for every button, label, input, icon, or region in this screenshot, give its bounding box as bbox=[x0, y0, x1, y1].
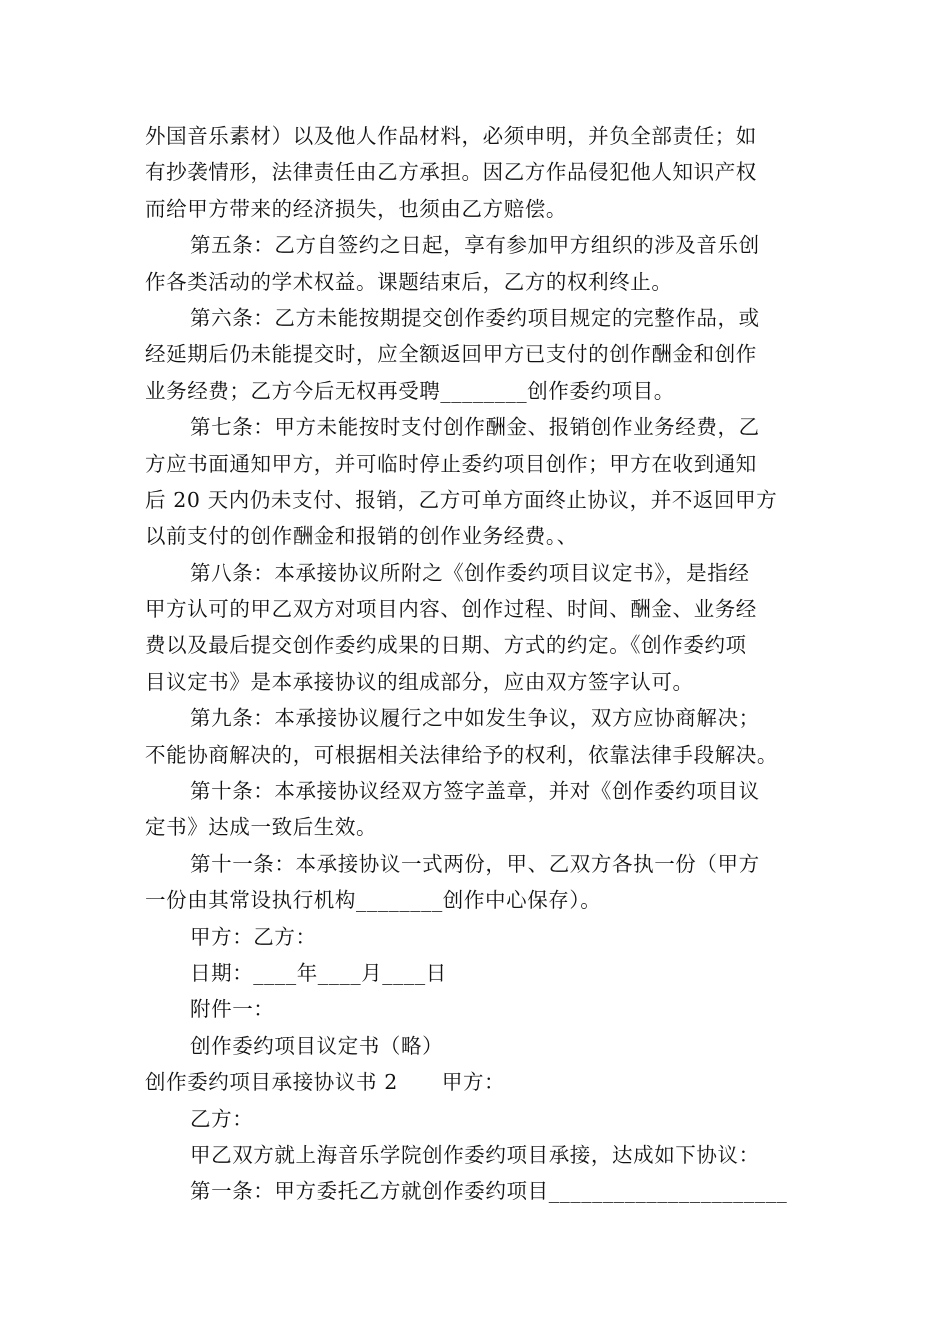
agreement-intro-line: 甲乙双方就上海音乐学院创作委约项目承接，达成如下协议： bbox=[190, 1142, 760, 1167]
text-line: 方应书面通知甲方，并可临时停止委约项目创作；甲方在收到通知 bbox=[145, 451, 757, 476]
text-line: 后 20 天内仍未支付、报销，乙方可单方面终止协议，并不返回甲方 bbox=[145, 487, 778, 512]
article-8-line: 第八条：本承接协议所附之《创作委约项目议定书》，是指经 bbox=[190, 560, 750, 585]
signature-parties-line: 甲方：乙方： bbox=[190, 924, 317, 949]
text-line: 经延期后仍未能提交时，应全额返回甲方已支付的创作酬金和创作 bbox=[145, 342, 757, 367]
party-b-label: 乙方： bbox=[190, 1106, 254, 1131]
text-line: 而给甲方带来的经济损失，也须由乙方赔偿。 bbox=[145, 196, 567, 221]
article-5-line: 第五条：乙方自签约之日起，享有参加甲方组织的涉及音乐创 bbox=[190, 233, 760, 258]
date-line: 日期：____年____月____日 bbox=[190, 960, 447, 985]
text-line: 业务经费；乙方今后无权再受聘________创作委约项目。 bbox=[145, 378, 675, 403]
article-10-line: 第十条：本承接协议经双方签字盖章，并对《创作委约项目议 bbox=[190, 779, 760, 804]
article-9-line: 第九条：本承接协议履行之中如发生争议，双方应协商解决； bbox=[190, 706, 760, 731]
section-party-label: 甲方： bbox=[441, 1070, 506, 1095]
article-6-line: 第六条：乙方未能按期提交创作委约项目规定的完整作品，或 bbox=[190, 305, 760, 330]
text-line: 定书》达成一致后生效。 bbox=[145, 815, 378, 840]
article-1-line: 第一条：甲方委托乙方就创作委约项目______________________ bbox=[190, 1179, 788, 1204]
text-line: 不能协商解决的，可根据相关法律给予的权利，依靠法律手段解决。 bbox=[145, 742, 778, 767]
article-11-line: 第十一条：本承接协议一式两份，甲、乙双方各执一份（甲方 bbox=[190, 851, 760, 876]
text-line: 外国音乐素材）以及他人作品材料，必须申明，并负全部责任；如 bbox=[145, 124, 757, 148]
attachment-label: 附件一： bbox=[190, 997, 275, 1022]
text-line: 目议定书》是本承接协议的组成部分，应由双方签字认可。 bbox=[145, 669, 694, 694]
section-title: 创作委约项目承接协议书 2 bbox=[145, 1070, 398, 1095]
document-body bbox=[145, 118, 815, 1210]
attachment-title: 创作委约项目议定书（略） bbox=[190, 1033, 444, 1058]
text-line: 作各类活动的学术权益。课题结束后，乙方的权利终止。 bbox=[145, 269, 673, 294]
text-line: 以前支付的创作酬金和报销的创作业务经费。、 bbox=[145, 524, 578, 549]
text-line: 有抄袭情形，法律责任由乙方承担。因乙方作品侵犯他人知识产权 bbox=[145, 160, 757, 185]
text-line: 一份由其常设执行机构________创作中心保存）。 bbox=[145, 888, 602, 913]
article-7-line: 第七条：甲方未能按时支付创作酬金、报销创作业务经费，乙 bbox=[190, 415, 760, 440]
text-line: 甲方认可的甲乙双方对项目内容、创作过程、时间、酬金、业务经 bbox=[145, 597, 757, 622]
text-line: 费以及最后提交创作委约成果的日期、方式的约定。《创作委约项 bbox=[145, 633, 747, 658]
section-heading bbox=[145, 1064, 815, 1100]
